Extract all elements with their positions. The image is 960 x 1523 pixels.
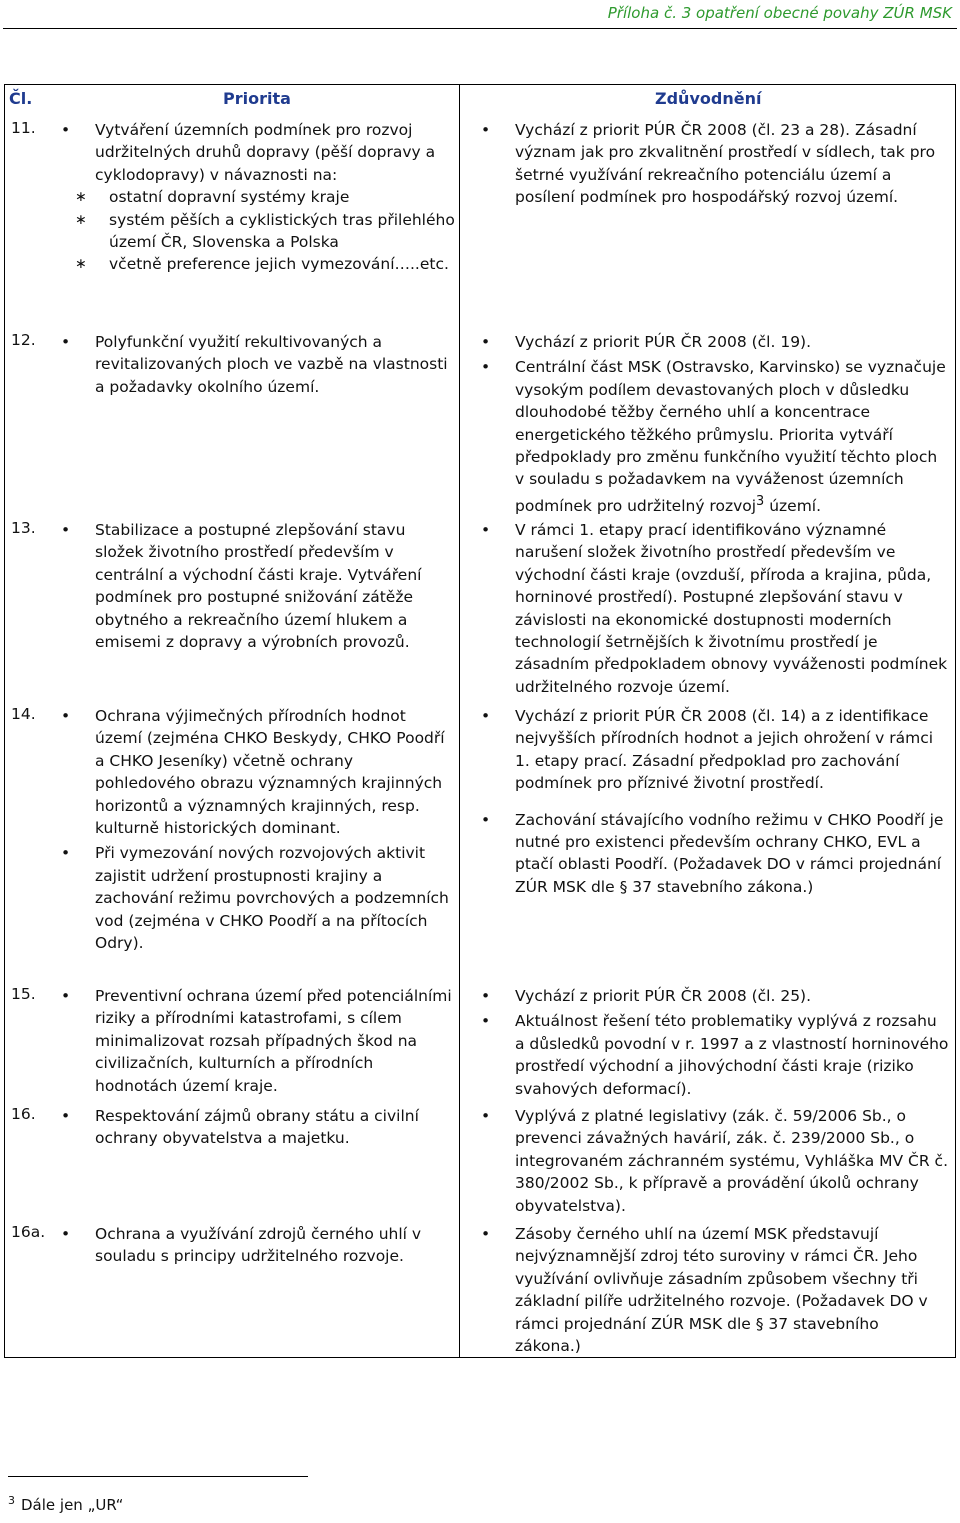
priorita-cell <box>59 1223 455 1268</box>
bullet-icon: • <box>481 1012 491 1031</box>
zduvodneni-text: Vychází z priorit PÚR ČR 2008 (čl. 23 a 28). Zásadní význam jak pro zkvalitnění prostředí v sídlech, tak pro šetrné využívání rekreačního potenciálu území a posílení podmínek pro hospodářský rozvoj území. <box>515 121 936 207</box>
zduvodneni-cell <box>479 985 949 1100</box>
zduvodneni-text: Vychází z priorit PÚR ČR 2008 (čl. 19). <box>515 333 812 351</box>
zduvodneni-cell <box>479 119 949 209</box>
zduvodneni-text: Vychází z priorit PÚR ČR 2008 (čl. 14) a z identifikace nejvyšších přírodních hodnot a jejich ohrožení v rámci 1. etapy prací. Zásadní předpoklad pro zachování podmínek pro příznivé životní prostředí. <box>515 707 934 793</box>
zduvodneni-text-tail: území. <box>764 497 822 515</box>
bullet-icon: • <box>481 121 491 139</box>
bullet-icon: • <box>481 333 491 351</box>
zduvodneni-text: Vychází z priorit PÚR ČR 2008 (čl. 25). <box>515 987 812 1005</box>
priorita-text: Respektování zájmů obrany státu a civilní ochrany obyvatelstva a majetku. <box>95 1107 419 1148</box>
row-number: 15. <box>11 985 36 1003</box>
bullet-icon: • <box>481 987 491 1005</box>
bullet-icon: • <box>481 358 491 377</box>
priorita-cell <box>59 119 455 276</box>
page-header: Příloha č. 3 opatření obecné povahy ZÚR MSK <box>607 4 952 22</box>
asterisk-icon: ∗ <box>75 189 87 206</box>
priorities-table <box>4 84 956 1358</box>
priorita-text: Stabilizace a postupné zlepšování stavu složek životního prostředí především v centrální a východní části kraje. Vytváření podmínek pro postupné snižování zátěže obytného a rekreačního území hlukem a emisemi z dopravy a výrobních provozů. <box>95 521 422 652</box>
zduvodneni-cell <box>479 705 949 898</box>
priorita-cell <box>59 331 455 398</box>
bullet-icon: • <box>61 844 71 863</box>
bullet-icon: • <box>481 707 491 725</box>
bullet-icon: • <box>61 1107 71 1125</box>
row-number: 16a. <box>11 1223 46 1241</box>
zduvodneni-text: Zachování stávajícího vodního režimu v CHKO Poodří je nutné pro existenci především ochrany CHKO, EVL a ptačí oblasti Poodří. (Požadavek DO v rámci projednání ZÚR MSK dle § 37 stavebního zákona.) <box>515 810 944 896</box>
row-number: 11. <box>11 119 36 137</box>
zduvodneni-text: Zásoby černého uhlí na území MSK představují nejvýznamnější zdroj této suroviny v rámci ČR. Jeho využívání ovlivňuje zásadním způsobem všechny tři základní pilíře udržitelného rozvoje. (Požadavek DO v rámci projednání ZÚR MSK dle § 37 stavebního zákona.) <box>515 1225 928 1356</box>
priorita-text: Ochrana a využívání zdrojů černého uhlí v souladu s principy udržitelného rozvoje. <box>95 1225 422 1266</box>
asterisk-icon: ∗ <box>75 256 87 273</box>
bullet-icon: • <box>481 521 491 539</box>
footnote-mark: 3 <box>8 1494 15 1507</box>
priorita-text: Vytváření územních podmínek pro rozvoj udržitelných druhů dopravy (pěší dopravy a cyklodopravy) v návaznosti na: <box>95 121 436 184</box>
bullet-icon: • <box>61 521 71 539</box>
bullet-icon: • <box>61 707 71 725</box>
row-number: 12. <box>11 331 36 349</box>
priorita-text: Při vymezování nových rozvojových aktivit zajistit udržení prostupnosti krajiny a zachování režimu povrchových a podzemních vod (zejména v CHKO Poodří a na přítocích Odry). <box>95 844 449 953</box>
zduvodneni-cell <box>479 1223 949 1357</box>
priorita-sub-item: včetně preference jejich vymezování…..etc. <box>109 255 449 274</box>
zduvodneni-cell <box>479 331 949 517</box>
zduvodneni-text: Vyplývá z platné legislativy (zák. č. 59/2006 Sb., o prevenci závažných havárií, zák. č. 239/2000 Sb., o integrovaném záchranném systému, Vyhláška MV ČR č. 380/2002 Sb., k přípravě a provádění úkolů ochrany obyvatelstva). <box>515 1107 948 1215</box>
col-header-zduvodneni: Zdůvodnění <box>655 89 762 108</box>
header-rule <box>3 28 957 29</box>
bullet-icon: • <box>61 121 71 139</box>
priorita-cell <box>59 1105 455 1150</box>
col-header-cl: Čl. <box>9 89 33 108</box>
zduvodneni-cell <box>479 519 949 698</box>
priorita-cell <box>59 519 455 653</box>
zduvodneni-text: V rámci 1. etapy prací identifikováno významné narušení složek životního prostředí především ve východní části kraje (ovzduší, příroda a krajina, půda, horninové prostředí). Postupné zlepšování stavu v závislosti na ekonomické dostupnosti moderních technologií šetrnějších k životnímu prostředí je zásadním předpokladem obnovy vyváženosti podmínek udržitelného rozvoje území. <box>515 521 948 696</box>
col-header-priorita: Priorita <box>223 89 291 108</box>
priorita-text: Polyfunkční využití rekultivovaných a revitalizovaných ploch ve vazbě na vlastnosti a požadavky okolního území. <box>95 333 448 396</box>
footnote-text: Dále jen „UR“ <box>21 1496 124 1514</box>
priorita-cell <box>59 985 455 1097</box>
zduvodneni-cell <box>479 1105 949 1217</box>
priorita-sub-item: ostatní dopravní systémy kraje <box>109 188 350 207</box>
bullet-icon: • <box>481 810 491 829</box>
footnote-rule <box>8 1476 308 1477</box>
zduvodneni-text: Centrální část MSK (Ostravsko, Karvinsko) se vyznačuje vysokým podílem devastovaných ploch v důsledku dlouhodobé těžby černého uhlí a koncentrace energetického těžkého průmyslu. Priorita vytváří předpoklady pro změnu funkčního využití těchto ploch v souladu s požadavkem na vyváženost územních podmínek pro udržitelný rozvoj <box>515 358 946 515</box>
footnote-ref: 3 <box>756 493 765 509</box>
bullet-icon: • <box>61 333 71 351</box>
row-number: 13. <box>11 519 36 537</box>
priorita-cell <box>59 705 455 954</box>
asterisk-icon: ∗ <box>75 211 87 228</box>
priorita-sub-item: systém pěších a cyklistických tras přilehlého území ČR, Slovenska a Polska <box>109 210 455 252</box>
row-number: 16. <box>11 1105 36 1123</box>
priorita-text: Ochrana výjimečných přírodních hodnot území (zejména CHKO Beskydy, CHKO Poodří a CHKO Jeseníky) včetně ochrany pohledového obrazu významných krajinných horizontů a významných krajinných, resp. kulturně historických dominant. <box>95 707 445 838</box>
zduvodneni-text: Aktuálnost řešení této problematiky vyplývá z rozsahu a důsledků povodní v r. 1997 a z vlastností horninového prostředí východní a jihovýchodní části kraje (riziko svahových deformací). <box>515 1012 949 1098</box>
footnote <box>8 1494 123 1514</box>
bullet-icon: • <box>481 1225 491 1243</box>
row-number: 14. <box>11 705 36 723</box>
bullet-icon: • <box>61 987 71 1005</box>
priorita-text: Preventivní ochrana území před potenciálními riziky a přírodními katastrofami, s cílem minimalizovat rozsah případných škod na civilizačních, kulturních a přírodních hodnotách území kraje. <box>95 987 452 1095</box>
bullet-icon: • <box>481 1107 491 1125</box>
bullet-icon: • <box>61 1225 71 1243</box>
